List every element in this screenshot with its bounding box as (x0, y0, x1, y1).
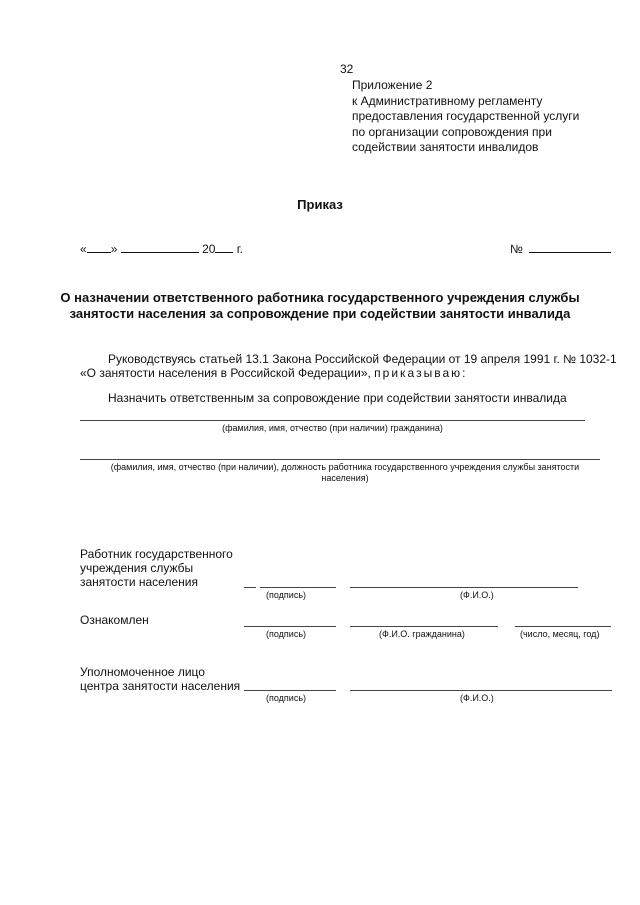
worker-name-signature-line (350, 587, 578, 588)
date-open-quote: « (80, 242, 87, 256)
citizen-name-caption: (фамилия, имя, отчество (при наличии) гражданина) (222, 423, 443, 433)
number-blank (529, 242, 611, 253)
authorized-signature-caption: (подпись) (266, 693, 307, 703)
year-prefix: 20 (202, 242, 216, 256)
document-heading: О назначении ответственного работника государственного учреждения службы занятости населения за сопровождение при содействии занятости инвалида (60, 290, 580, 321)
worker-signature-label (80, 547, 233, 589)
label-line: центра занятости населения (80, 679, 241, 693)
acquainted-label: Ознакомлен (80, 613, 149, 627)
label-line: учреждения службы (80, 561, 194, 575)
worker-name-caption (80, 462, 610, 484)
day-blank (87, 242, 111, 253)
label-line: занятости населения (80, 575, 198, 589)
year-suffix: г. (236, 242, 244, 256)
authorized-person-label (80, 665, 240, 693)
caption-line: (фамилия, имя, отчество (при наличии), должность работника государственного учреждения службы занятости (110, 462, 580, 472)
acquainted-date-caption: (число, месяц, год) (520, 629, 600, 639)
appendix-block (352, 78, 579, 156)
acquainted-signature-line (244, 626, 336, 627)
year-blank (215, 242, 233, 253)
paragraph-text: «О занятости населения в Российской Федерации», (80, 366, 375, 380)
authorized-fio-caption: (Ф.И.О.) (460, 693, 494, 703)
caption-line: населения) (321, 473, 369, 483)
label-line: Работник государственного (80, 547, 233, 561)
number-label: № (510, 242, 523, 256)
worker-name-line (80, 459, 600, 460)
authorized-signature-line (244, 690, 336, 691)
order-number (510, 242, 611, 256)
worker-fio-caption: (Ф.И.О.) (460, 590, 494, 600)
worker-signature-line (260, 587, 336, 588)
acquainted-signature-caption: (подпись) (266, 629, 307, 639)
basis-paragraph (80, 352, 617, 380)
worker-signature-caption: (подпись) (266, 590, 307, 600)
appendix-line: Приложение 2 (352, 78, 433, 92)
page-number: 32 (340, 62, 354, 76)
appendix-line: к Административному регламенту (352, 93, 543, 108)
authorized-name-line (350, 690, 612, 691)
paragraph-line: Руководствуясь статьей 13.1 Закона Российской Федерации от 19 апреля 1991 г. № 1032-1 (108, 352, 617, 366)
paragraph-line (80, 366, 617, 380)
appendix-line: предоставления государственной услуги (352, 109, 580, 123)
acquainted-name-caption: (Ф.И.О. гражданина) (379, 629, 465, 639)
appendix-line: содействии занятости инвалидов (352, 140, 539, 154)
date-close-quote: » (110, 242, 118, 256)
month-blank (121, 242, 199, 253)
appendix-line: по организации сопровождения при (352, 124, 552, 139)
label-line: Уполномоченное лицо (80, 665, 205, 679)
paragraph-order-word: приказываю: (374, 366, 468, 380)
date-line (80, 242, 243, 256)
order-title: Приказ (297, 197, 343, 212)
acquainted-date-line (515, 626, 611, 627)
acquainted-name-line (350, 626, 498, 627)
citizen-name-line (80, 420, 585, 421)
assign-text: Назначить ответственным за сопровождение при содействии занятости инвалида (108, 391, 567, 405)
signature-dash (244, 587, 256, 588)
